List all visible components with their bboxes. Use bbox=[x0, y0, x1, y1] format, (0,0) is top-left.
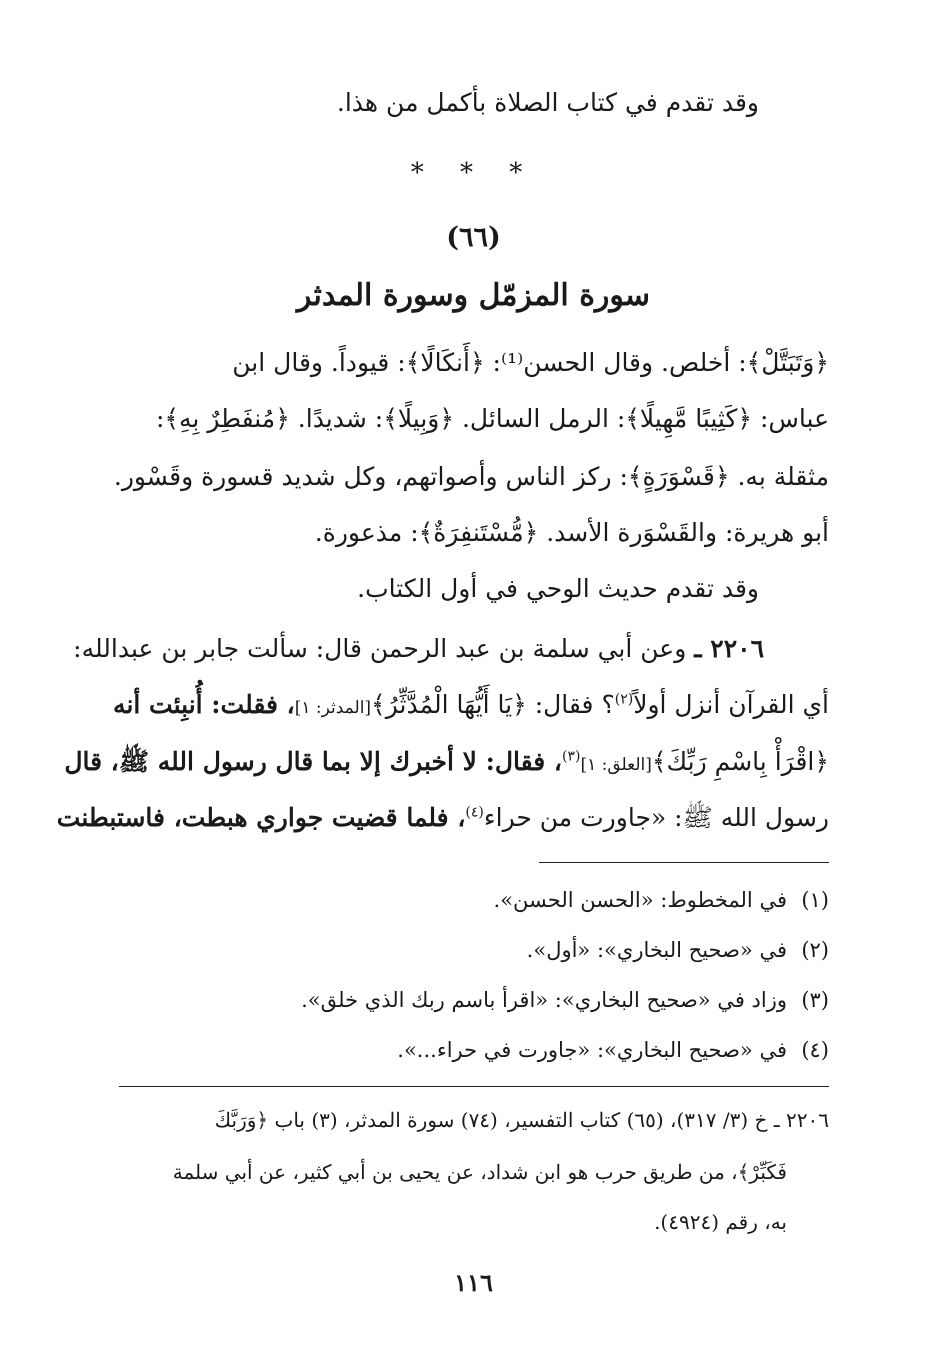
hadith-text: وعن أبي سلمة بن عبد الرحمن قال: سألت جابر بن عبدالله: bbox=[73, 634, 687, 663]
chapter-number: (٦٦) bbox=[446, 222, 501, 253]
hadith-line-4 bbox=[57, 802, 829, 839]
footnote-text: وزاد في «صحيح البخاري»: «اقرأ باسم ربك الذي خلق». bbox=[301, 988, 787, 1012]
footnote-1 bbox=[494, 888, 829, 912]
body-line-2: عباس: ﴿كَثِيبًا مَّهِيلًا﴾: الرمل السائل. ﴿وَبِيلًا﴾: شديدًا. ﴿مُنفَطِرٌ بِهِ﴾: bbox=[155, 404, 829, 433]
hadith-text: ؟ فقال: ﴿يَا أَيُّهَا الْمُدَّثِّرُ﴾ bbox=[371, 690, 615, 719]
body-line-1: ﴿وَتَبَتَّلْ﴾: أخلص. وقال الحسن⁽¹⁾: ﴿أَنكَالًا﴾: قيوداً. وقال ابن bbox=[232, 348, 829, 377]
footnote-text: في «صحيح البخاري»: «أول». bbox=[526, 938, 787, 962]
footnote-text: في المخطوط: «الحسن الحسن». bbox=[493, 888, 787, 912]
footnote-divider bbox=[539, 862, 829, 863]
body-line-4: أبو هريرة: والقَسْوَرة الأسد. ﴿مُّسْتَنفِرَةٌ﴾: مذعورة. bbox=[314, 518, 829, 547]
takhrij-line-2: فَكَبِّرْ﴾، من طريق حرب هو ابن شداد، عن يحيى بن أبي كثير، عن أبي سلمة bbox=[172, 1160, 787, 1184]
section-separator: * * * bbox=[410, 158, 537, 188]
hadith-text: أي القرآن أنزل أولاً bbox=[633, 690, 829, 719]
footnote-number: (١) bbox=[801, 888, 829, 912]
verse-reference: [المدثر: ١] bbox=[294, 698, 372, 718]
footnote-4 bbox=[397, 1038, 829, 1062]
footnote-marker: (٢) bbox=[614, 691, 634, 708]
takhrij-line-1: ٢٢٠٦ ـ خ (٣/ ٣١٧)، (٦٥) كتاب التفسير، (٧٤) سورة المدثر، (٣) باب ﴿وَرَبَّكَ bbox=[214, 1108, 829, 1132]
body-line-3: مثقلة به. ﴿قَسْوَرَةٍ﴾: ركز الناس وأصواتهم، وكل شديد قسورة وقَسْور. bbox=[113, 462, 829, 491]
hadith-text: ، فقلت: أُنبِئت أنه bbox=[113, 690, 295, 719]
chapter-title: سورة المزمّل وسورة المدثر bbox=[296, 278, 651, 313]
footnote-marker: (٣) bbox=[561, 748, 581, 765]
footnote-3 bbox=[301, 988, 829, 1012]
hadith-text: ، فقال: لا أخبرك إلا بما قال رسول الله ﷺ، قال bbox=[64, 747, 562, 776]
hadith-line-1 bbox=[73, 634, 764, 663]
footnote-number: (٤) bbox=[801, 1038, 829, 1062]
quran-quote: ﴿اقْرَأْ بِاسْمِ رَبِّكَ﴾ bbox=[651, 747, 829, 776]
footnote-number: (٢) bbox=[801, 938, 829, 962]
footnote-text: في «صحيح البخاري»: «جاورت في حراء...». bbox=[397, 1038, 787, 1062]
hadith-text: رسول الله ﷺ: «جاورت من حراء bbox=[483, 803, 829, 832]
hadith-number: ٢٢٠٦ ـ bbox=[694, 634, 764, 663]
takhrij-divider bbox=[119, 1086, 829, 1087]
intro-line: وقد تقدم في كتاب الصلاة بأكمل من هذا. bbox=[336, 88, 759, 117]
hadith-line-3 bbox=[64, 746, 829, 783]
body-line-5: وقد تقدم حديث الوحي في أول الكتاب. bbox=[357, 574, 759, 603]
hadith-text: ، فلما قضيت جواري هبطت، فاستبطنت bbox=[56, 803, 466, 832]
verse-reference: [العلق: ١] bbox=[580, 755, 652, 775]
page-number: ١١٦ bbox=[454, 1268, 493, 1297]
takhrij-line-3: به، رقم (٤٩٢٤). bbox=[654, 1210, 787, 1234]
hadith-line-2 bbox=[113, 690, 829, 719]
footnote-marker: (٤) bbox=[465, 804, 484, 821]
footnote-2 bbox=[527, 938, 829, 962]
footnote-number: (٣) bbox=[801, 988, 829, 1012]
